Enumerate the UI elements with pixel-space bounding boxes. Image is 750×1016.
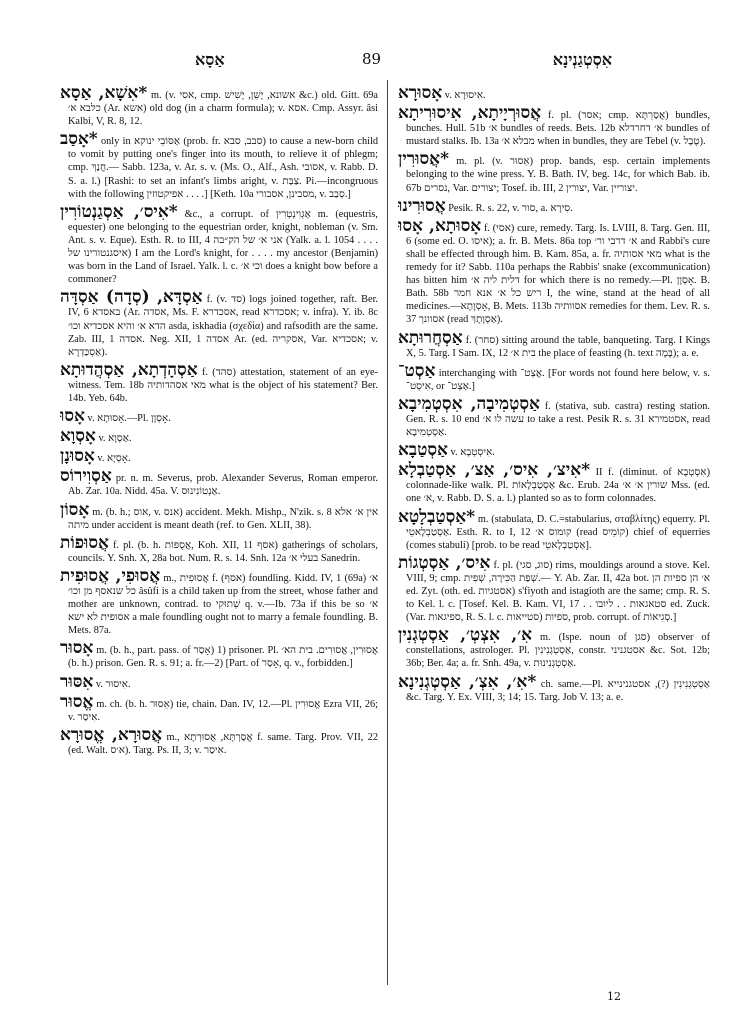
dictionary-entry bbox=[60, 671, 378, 692]
dictionary-entry bbox=[60, 201, 378, 287]
left-running-headword: אַסָא bbox=[195, 50, 225, 69]
entry-headword: *אֲסוּרִין bbox=[398, 149, 449, 170]
entry-headword: אַסְהָדְתָא, אַסְהֲדוּתָא bbox=[60, 359, 198, 380]
entry-definition: f. (v. סד) logs joined together, raft. Ber. IV, 6 באסדא (Ar. אסדה, Ms. F. אסכדרא, read אסכדרא; v. infra). Y. ib. 8c הדא א׳ והיא אסכדיא וכו׳ asda, iskhadia (σχεδία) and rafsodith are the same. Zab. III, 1 אסדה. Neg. XII, 1 אסדה Ar. (ed. אסקריה, Var. אסכדיא; v. אַסְכַּדְרָא). bbox=[68, 294, 378, 358]
entry-definition: interchanging with אֲצְט־. [For words not found here below, v. s. אִיסְט־, or אַצְט־.] bbox=[406, 367, 710, 392]
entry-headword: *אָסַב bbox=[60, 129, 98, 150]
page-header bbox=[60, 50, 700, 72]
entry-headword: אֲסוּרָא, אֱסוּרָא bbox=[60, 724, 163, 745]
entry-definition: f. (סהד) attestation, statement of an eye-witness. Tem. 18b מאי אסהדותיה what is the object of his statement? Ber. 14b. Yeb. 64b. bbox=[68, 366, 378, 404]
entry-definition: v. אִיסוּרָא. bbox=[444, 90, 486, 101]
entry-headword: *אַסְטַבְלָטָא bbox=[398, 506, 476, 527]
entry-definition: m. ch. (b. h. אֵסוּר) tie, chain. Dan. IV, 12.—Pl. אֱסוּרִין Ezra VII, 26; v. אִיסַר. bbox=[68, 698, 378, 723]
entry-definition: v. אָסוּתָא.—Pl. אָסְוָן. bbox=[87, 413, 171, 425]
entry-definition: m. (Ispe. noun of סגן) observer of constellations, astrologer. Pl. אַסְטְגְנִינִין, constr. אסטגניני &c. Sot. 12b; 36b; Ber. 4a; a. fr. Snh. 49a, v. אַסְטְגְנִינוּת. bbox=[406, 632, 710, 670]
entry-headword: אִ׳, אִצְטְ׳, אַסְטְגְנִין bbox=[398, 625, 533, 646]
entry-definition: f. pl. (b. h. אֲסֻפּוֹת, Koh. XII, 11 אסף) gatherings of scholars, councils. Y. Snh. X, 28a bot. Num. R. s. 14. Snh. 12a בעלי א׳ Sanedrin. bbox=[68, 539, 378, 564]
dictionary-entry bbox=[398, 552, 710, 624]
dictionary-entry bbox=[60, 499, 378, 532]
entry-headword: אַסְטְמִיבָה, אִסְטְמִיבָא bbox=[398, 393, 540, 414]
entry-definition: v. אִיסוּר. bbox=[95, 678, 131, 690]
dictionary-entry bbox=[398, 360, 710, 393]
entry-headword: אִיס׳, אַסְטְגוֹת bbox=[398, 552, 491, 573]
entry-definition: m. (b. h.; אוס, v. אנס) accident. Mekh. Mishp., N'zik. s. 8 אין א׳ אלא מיתה under accident is meant death (ref. to Gen. XLII, 38). bbox=[68, 506, 378, 531]
entry-definition: f. (stativa, sub. castra) resting station. Gen. R. s. 10 end עשה לו א׳ to take a rest. Pesik R. s. 31 אסטמירא, read אַסְטְמִיבָא. bbox=[406, 400, 710, 439]
dictionary-entry bbox=[60, 724, 378, 757]
page-number: 89 bbox=[362, 50, 382, 68]
dictionary-entry bbox=[60, 86, 378, 128]
entry-headword: אָסוּנָן bbox=[60, 446, 95, 467]
entry-headword: אַסְדָּא, (סְדָה) אַסְדָּה bbox=[60, 287, 203, 308]
dictionary-entry bbox=[398, 440, 710, 461]
entry-definition: &c., a corrupt. of אַגְוִינְטְרִין m. (equestris, equester) one belonging to the equestrian order, knight, nobleman (v. Sm. Ant. s. v. Eque). Esth. R. to III, 4 אני א׳ של הק״בה (Yalk. a. l. 1054 . . . . איסגנטורינו של) I am the Lord's knight, for . . . . my ancestor (Benjamin) was born in the Land of Israel. Yalk. l. c. וכי א׳ does a knight bow before a commoner? bbox=[68, 208, 378, 286]
dictionary-entry bbox=[398, 149, 710, 194]
entry-headword: *אִיצ׳, אִיס׳, אַצ׳, אַסְטַבְלָא bbox=[398, 460, 591, 481]
right-column bbox=[398, 86, 710, 976]
entry-definition: m. pl. (v. אֵסוּר) prop. bands, esp. certain implements belonging to the wine press. Y. B. Bath. IV, beg. 14c, for which Bab. ib. 67b נסרים, Var. יצורים; Tosef. ib. III, 2 יצורין, Var. יצוריין. bbox=[406, 156, 710, 194]
dictionary-entry bbox=[60, 129, 378, 200]
entry-definition: m. (b. h., part. pass. of אָסַר) 1) prisoner. Pl. אֲסוּרִין, אֲסוּרִים. בית הא׳ (b. h.) prison. Gen. R. s. 91; a. fr.—2) [Part. of אָסַר, q. v., forbidden.] bbox=[68, 645, 378, 670]
dictionary-entry bbox=[60, 446, 378, 467]
entry-headword: אָסוּ bbox=[60, 406, 85, 427]
entry-headword: אֲסוּפוֹת bbox=[60, 532, 109, 553]
entry-definition: v. אִיסְטְבָא. bbox=[450, 447, 495, 459]
entry-headword: אֲסוּרִינוּ bbox=[398, 195, 446, 216]
entry-definition: II f. (diminut. of אִסְטְבָא) colonnade-like walk. Pl. אַסְטַבְלָאוֹת &c. Erub. 24a שורין א׳ א׳ Mss. (ed. one א׳, v. Rabb. D. S. a. l.) planted so as to form colonnades. bbox=[406, 467, 710, 505]
entry-headword: אָסוֹן bbox=[60, 499, 90, 520]
dictionary-entry bbox=[60, 287, 378, 358]
dictionary-entry bbox=[398, 625, 710, 670]
dictionary-entry bbox=[398, 671, 710, 704]
entry-headword: אַסְטַבָא bbox=[398, 440, 448, 461]
dictionary-entry bbox=[398, 215, 710, 327]
entry-headword: *אִ׳, אִצְ׳, אַסְטְגְנִינָא bbox=[398, 671, 537, 692]
entry-headword: אֲסוּפִי, אֲסוּפִית bbox=[60, 565, 161, 586]
entry-definition: Pesik. R. s. 22, v. סור, a. סִירָא. bbox=[448, 202, 573, 214]
left-column bbox=[60, 86, 378, 976]
entry-headword: *אִיס׳, אַסְגַנְטוֹרִין bbox=[60, 201, 178, 222]
dictionary-entry bbox=[60, 638, 378, 670]
entry-definition: m. (v. אסי, cmp. אשונא, יָשֵׁן, יָשִׁישׁ &c.) old. Gitt. 69a כלבא א׳ (Ar. אשא) old dog (in a charm formula); v. אסא. Cmp. Assyr. âsi Kalbi, V, R. 8, 12. bbox=[68, 90, 378, 128]
entry-headword: אַסְט־ bbox=[398, 360, 436, 381]
entry-definition: m., אֲסוּפִית f. (אסף) foundling. Kidd. IV, 1 (69a) א׳ כל שנאסף מן וכו׳ âsûfi is a child taken up from the street, whose father and mother are unknown, contrad. to שְׁתוּקִי q. v.—Ib. 73a if this be so א׳ אסופית לא ישא a male foundling ought not to marry a female foundling. B. Mets. 87a. bbox=[68, 572, 378, 637]
entry-headword: אַסְוִירוֹס bbox=[60, 466, 112, 487]
dictionary-entry bbox=[60, 565, 378, 637]
dictionary-entry bbox=[398, 460, 710, 505]
dictionary-entry bbox=[398, 327, 710, 360]
dictionary-entry bbox=[398, 86, 710, 102]
dictionary-entry bbox=[60, 466, 378, 498]
entry-definition: ch. same.—Pl. אַסְטְגְנִינִין (?), אסטגנינייא &c. Targ. Y. Ex. VIII, 3; 14; 15. Targ. Job V. 13; a. e. bbox=[406, 678, 710, 703]
entry-headword: אָסוּרָא bbox=[398, 86, 443, 103]
entry-headword: אָסְוָא bbox=[60, 426, 96, 447]
dictionary-entry bbox=[60, 691, 378, 724]
signature-mark: 12 bbox=[607, 990, 621, 1003]
entry-definition: f. (אסי) cure, remedy. Targ. Is. LVIII, 8. Targ. Gen. III, 6 (some ed. O. איסו); a. fr. B. Mets. 86a top א׳ דרבי ור׳ and Rabbi's cure shall be effected through him. B. Kam. 85a, a. fr. מאי אסותיה what is the remedy for it? Sabb. 110a perhaps the Rabbis' snake (excommunication) has bitten him דלית ליה א׳ for which there is no remedy.—Pl. אָסְוָן. B. Bath. 58b ריש כל א׳ אנא חמר I, the wine, stand at the head of all medicines.—אָסְוָתָא, B. Mets. 113b אסוותיה remedies for them. Lev. R. s. 37 אסוונך (read אַסְוָתָךְ). bbox=[406, 222, 710, 326]
dictionary-entry bbox=[398, 103, 710, 148]
dictionary-entry bbox=[398, 195, 710, 216]
dictionary-entry bbox=[60, 426, 378, 447]
entry-headword: *אִשָׁא, אַסָא bbox=[60, 86, 148, 103]
entry-definition: pr. n. m. Severus, prob. Alexander Severus, Roman emperor. Ab. Zar. 10a. Nidd. 45a. V. אַנְטוֹנִינוּס. bbox=[68, 473, 378, 498]
entry-definition: f. (סחר) sitting around the table, banqueting. Targ. I Kings X, 5. Targ. I Sam. IX, 12 בית א׳ the place of feasting (h. text בָּמָה); a. e. bbox=[406, 334, 710, 359]
entry-headword: אִסּוּר bbox=[60, 671, 94, 692]
dictionary-entry bbox=[60, 406, 378, 427]
right-running-headword: אִסְטְגַנְינָא bbox=[552, 50, 612, 69]
dictionary-entry bbox=[60, 532, 378, 565]
column-divider bbox=[387, 80, 388, 985]
entry-headword: אֲסוּרְיָיתָא, אִיסוּרִיתָא bbox=[398, 103, 542, 124]
entry-definition: m., אֲסַרְתָּא, אֲסוּרְתָא f. same. Targ. Prov. VII, 22 (ed. Walt. א׳ס). Targ. Ps. II, 3; v. אִיסַר. bbox=[68, 731, 378, 756]
entry-definition: v. אַסְוָא. bbox=[98, 433, 132, 445]
entry-headword: אֱסוּר bbox=[60, 691, 94, 712]
entry-definition: only in אַסּוֹבֵי ינוקא (prob. fr. סבב, סבא) to cause a new-born child to vomit by putting one's finger into its mouth, to relieve it of phlegm; cmp. חֲנַךְ.— Sabb. 123a, v. Ar. s. v. (Ms. O., Alf., Ash. אסובי, v. Rabb. D. S. a. l.) [Rashi: to set an infant's limbs aright, v. צַבַּת. Pi.—incongruous with the following אפיקטוזין . . . .] [Keth. 10a מסבינן, אסבורי, v. סְבַב.] bbox=[68, 136, 378, 200]
entry-headword: אַסְחֲרוּתָא bbox=[398, 327, 463, 348]
entry-headword: אָסוּר bbox=[60, 638, 94, 659]
dictionary-entry bbox=[60, 359, 378, 405]
dictionary-entry bbox=[398, 506, 710, 552]
entry-definition: m. (stabulata, D. C.=stabularius, σταβλίτης) equerry. Pl. אַסְטַבְלָאטֵי. Esth. R. to I, 12 קומוס א׳ (read קוֹמֵיס) chief of equerries (comes stabuli) [prob. to be read אַסְטַבְלָאטֵי]. bbox=[406, 513, 710, 551]
entry-definition: f. pl. (סוג, סגי) rims, mouldings around a stove. Kel. VIII, 9; cmp. שְׁפַת הַכִּירָה, שְׁפִית.— Y. Ab. Zar. II, 42a bot. א׳ הן ספיות הן ed. Zyt. (oth. ed. אסטגיות) s'fiyoth and istagioth are the same; cmp. R. S. to Kel. l. c. [Tosef. Kel. B. Kam. VI, 17 . . סטאגאות . . ליובו ed. Zuck. (Var. ספיגאות, R. S. l. c. סטייאות) ספיות, prob. corrupt. of סְגִיאוֹת.] bbox=[406, 559, 710, 624]
entry-headword: אָסוּתָא, אָסוּ bbox=[398, 215, 482, 236]
entry-definition: v. אָסְיָא. bbox=[97, 453, 131, 465]
entry-definition: f. pl. (אסר; cmp. אֲסַרְתָּא) bundles, bunches. Hull. 51b א׳ bundles of reeds. Bets. 12b א׳ דחרדלא bundles of mustard stalks. Ib. 13a מבלא א׳ when in bundles, they are Tebel (v. טֶבֶל). bbox=[406, 110, 710, 148]
dictionary-entry bbox=[398, 393, 710, 439]
